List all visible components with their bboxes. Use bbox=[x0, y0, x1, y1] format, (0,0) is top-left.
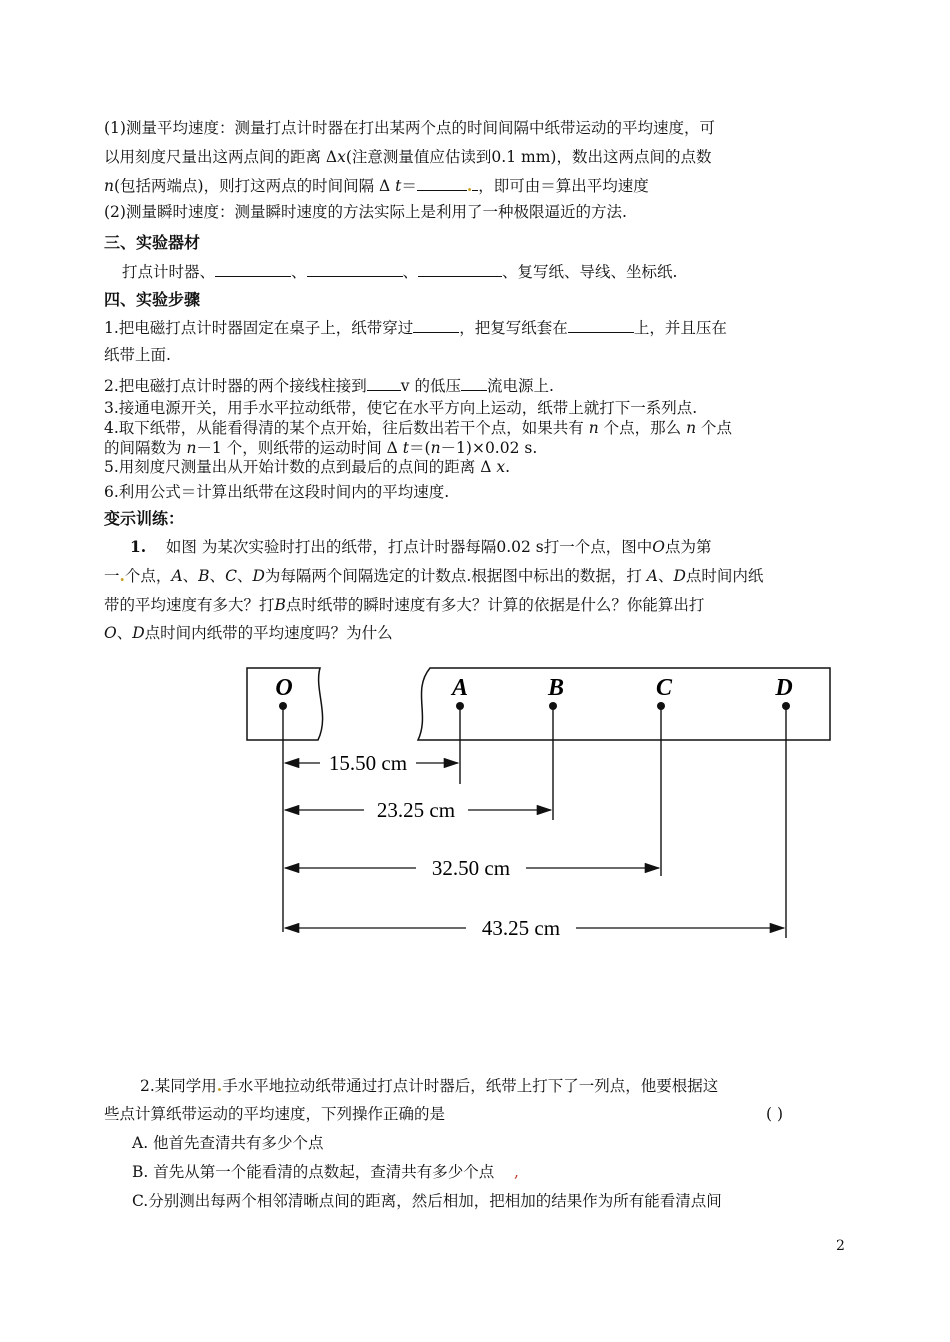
heading-exercise: 变示训练： bbox=[104, 509, 185, 528]
q2-line1: 2.某同学用.手水平地拉动纸带通过打点计时器后，纸带上打下了一列点，他要根据这 bbox=[140, 1076, 719, 1095]
q1-line4: O、D点时间内纸带的平均速度吗？为什么 bbox=[104, 624, 393, 642]
blank-step2-type[interactable] bbox=[461, 374, 487, 391]
yellow-mark: . bbox=[216, 1076, 223, 1095]
step-4-line2: 的间隔数为 n－1 个，则纸带的运动时间 Δ t＝(n－1)×0.02 s. bbox=[104, 439, 538, 457]
blank-equipment-2[interactable] bbox=[307, 260, 403, 277]
dim-OB-label: 23.25 cm bbox=[376, 798, 456, 822]
method-item2: (2)测量瞬时速度：测量瞬时速度的方法实际上是利用了一种极限逼近的方法. bbox=[104, 203, 627, 221]
blank-step2-voltage[interactable] bbox=[367, 374, 401, 391]
option-b: B. 首先从第一个能看清的点数起，查清共有多少个点 , bbox=[132, 1163, 519, 1181]
method-item1-line3: n(包括两端点)，则打这两点的时间间隔 Δ t＝ . ，即可由＝算出平均速度 bbox=[104, 176, 649, 195]
option-c: C.分别测出每两个相邻清晰点间的距离，然后相加，把相加的结果作为所有能看清点间 bbox=[132, 1192, 722, 1210]
dim-OC-label: 32.50 cm bbox=[431, 856, 511, 880]
step-6: 6.利用公式＝计算出纸带在这段时间内的平均速度. bbox=[104, 483, 450, 501]
equipment-line: 打点计时器、 、 、 、复写纸、导线、坐标纸. bbox=[122, 260, 677, 283]
blank-step1-b[interactable] bbox=[568, 316, 634, 333]
step-1-line2: 纸带上面. bbox=[104, 346, 171, 364]
tape-right-segment bbox=[418, 668, 830, 740]
red-mark: , bbox=[513, 1163, 519, 1181]
dim-OA-label: 15.50 cm bbox=[328, 751, 408, 775]
label-D: D bbox=[775, 675, 793, 701]
heading-steps: 四、实验步骤 bbox=[104, 290, 201, 309]
label-B: B bbox=[547, 675, 565, 701]
q2-answer-paren[interactable]: ( ) bbox=[766, 1105, 784, 1123]
blank-equipment-3[interactable] bbox=[418, 260, 502, 277]
label-A: A bbox=[451, 675, 469, 701]
label-O: O bbox=[275, 675, 293, 701]
step-2: 2.把电磁打点计时器的两个接线柱接到 v 的低压 流电源上. bbox=[104, 374, 554, 397]
q1-line1: 1. 如图 为某次实验时打出的纸带，打点计时器每隔0.02 s打一个点，图中O点为第 bbox=[130, 537, 712, 556]
step-3: 3.接通电源开关，用手水平拉动纸带，使它在水平方向上运动，纸带上就打下一系列点. bbox=[104, 399, 698, 417]
method-item1-line1: (1)测量平均速度：测量打点计时器在打出某两个点的时间间隔中纸带运动的平均速度，可 bbox=[104, 119, 715, 137]
option-a: A. 他首先查清共有多少个点 bbox=[132, 1134, 324, 1152]
blank-time-interval[interactable] bbox=[417, 174, 467, 191]
blank-equipment-1[interactable] bbox=[215, 260, 291, 277]
label-C: C bbox=[655, 675, 673, 701]
step-5: 5.用刻度尺测量出从开始计数的点到最后的点间的距离 Δ x. bbox=[104, 458, 511, 476]
q2-line2: 些点计算纸带运动的平均速度，下列操作正确的是 bbox=[104, 1105, 446, 1123]
yellow-mark: . bbox=[466, 176, 473, 195]
method-item1-line2: 以用刻度尺量出这两点间的距离 Δx(注意测量值应估读到0.1 mm)，数出这两点间的点数 bbox=[104, 148, 712, 166]
page-number: 2 bbox=[836, 1238, 845, 1254]
blank-step1-a[interactable] bbox=[413, 316, 459, 333]
q1-line3: 带的平均速度有多大？打B点时纸带的瞬时速度有多大？计算的依据是什么？你能算出打 bbox=[104, 596, 705, 614]
heading-equipment: 三、实验器材 bbox=[104, 233, 201, 252]
dim-OD-label: 43.25 cm bbox=[481, 916, 561, 940]
step-4-line1: 4.取下纸带，从能看得清的某个点开始，往后数出若干个点，如果共有 n 个点，那么 n 个点 bbox=[104, 419, 732, 437]
paper-tape-figure bbox=[240, 660, 840, 950]
q1-line2: 一.个点，A、B、C、D为每隔两个间隔选定的计数点.根据图中标出的数据，打 A、D点时间内纸 bbox=[104, 566, 764, 585]
yellow-mark: . bbox=[119, 566, 125, 585]
step-1-line1: 1.把电磁打点计时器固定在桌子上，纸带穿过 ，把复写纸套在 上，并且压在 bbox=[104, 316, 727, 339]
